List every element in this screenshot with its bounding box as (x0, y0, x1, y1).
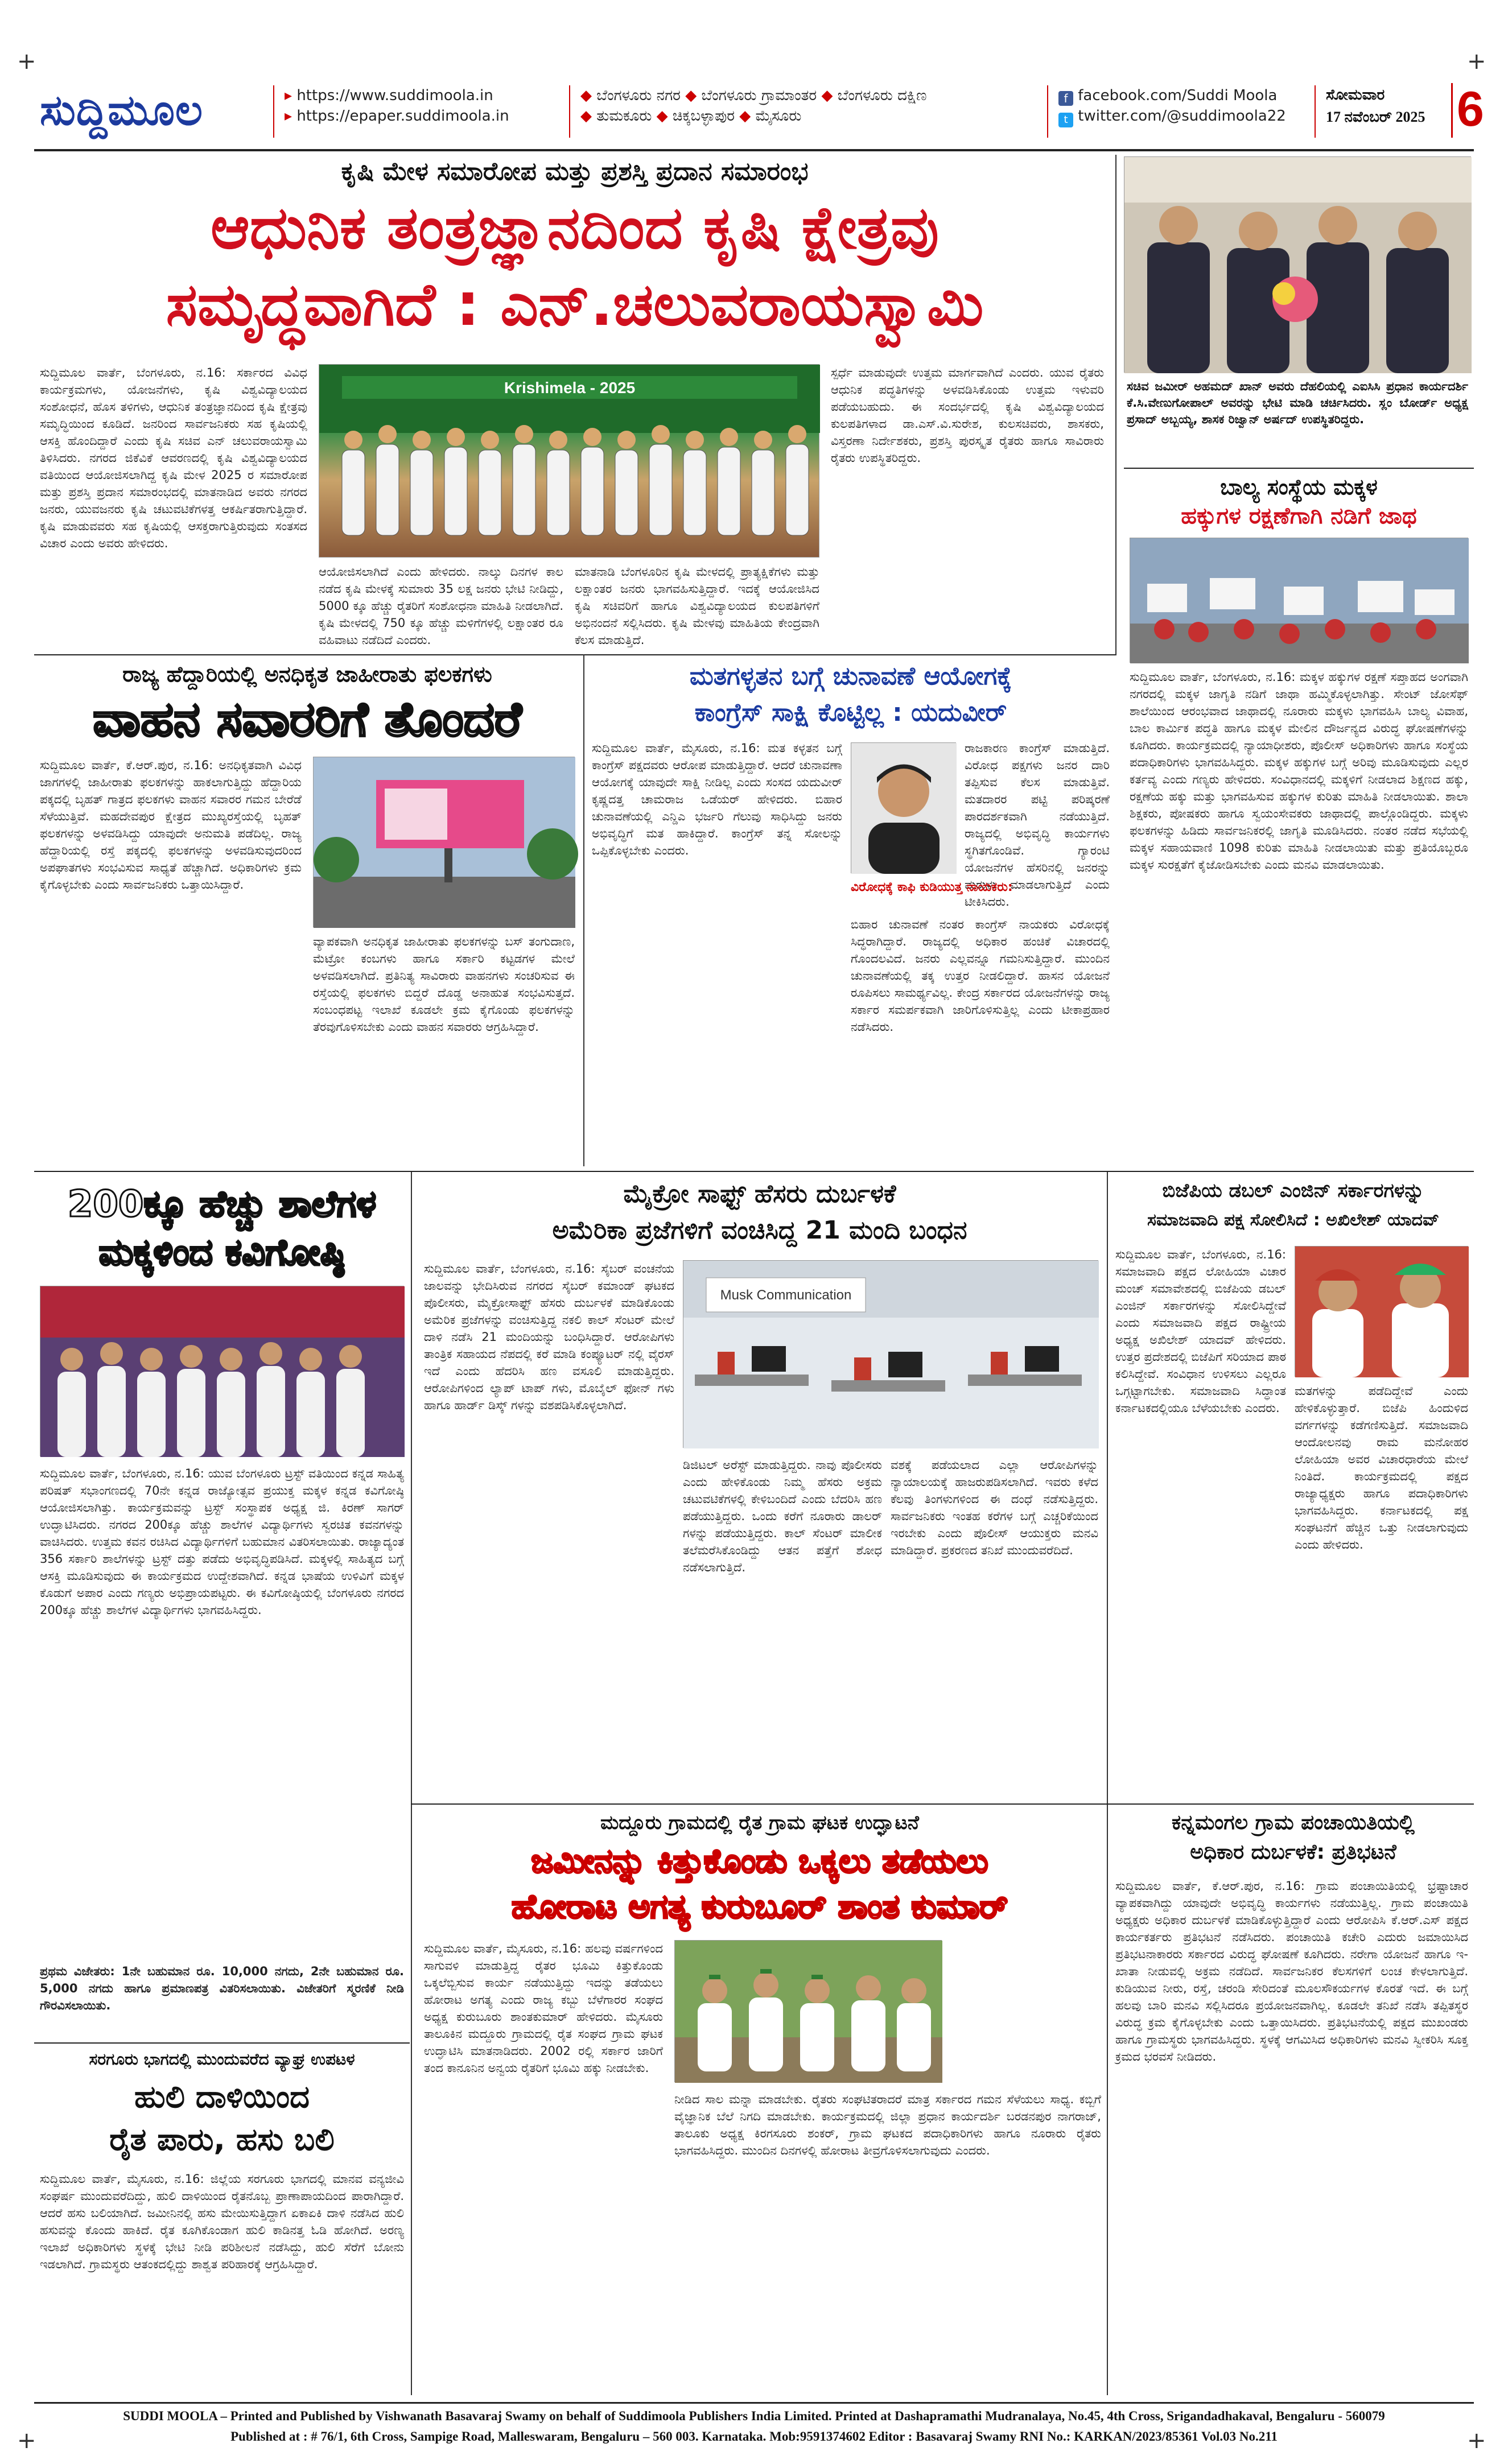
akhilesh-photo (1295, 1246, 1468, 1377)
kannamangala-body: ಸುದ್ದಿಮೂಲ ವಾರ್ತೆ, ಕೆ.ಆರ್.ಪುರ, ನ.16: ಗ್ರಾಮ ಪಂಚಾಯಿತಿಯಲ್ಲಿ ಭ್ರಷ್ಟಾಚಾರ ವ್ಯಾಪಕವಾಗಿದ್ದು ಯಾವುದೇ ಅಭಿವೃದ್ಧಿ ಕಾರ್ಯಗಳು ನಡೆಯುತ್ತಿಲ್ಲ. ಗ್ರಾಮ ಪಂಚಾಯಿತಿ ಅಧ್ಯಕ್ಷರು ಅಧಿಕಾರ ದುರ್ಬಳಕೆ ಮಾಡಿಕೊಳ್ಳುತ್ತಿದ್ದಾರೆ ಎಂದು ಆರೋಪಿಸಿ ಕೆ.ಆರ್.ಎಸ್ ಪಕ್ಷದ ಕಾರ್ಯಕರ್ತರು ಪ್ರತಿಭಟನೆ ನಡೆಸಿದರು. ಪಂಚಾಯಿತಿ ಕಚೇರಿ ಎದುರು ಜಮಾಯಿಸಿದ ಪ್ರತಿಭಟನಾಕಾರರು ಸರ್ಕಾರದ ವಿರುದ್ಧ ಘೋಷಣೆ ಕೂಗಿದರು. ನರೇಗಾ ಯೋಜನೆ ಹಾಗೂ ಇ-ಖಾತಾ ನೀಡುವಲ್ಲಿ ಅಕ್ರಮ ನಡೆದಿದೆ. ಸಾರ್ವಜನಿಕರ ಕೆಲಸಗಳಿಗೆ ಲಂಚ ಕೇಳಲಾಗುತ್ತಿದೆ. ಕುಡಿಯುವ ನೀರು, ರಸ್ತೆ, ಚರಂಡಿ ಸೇರಿದಂತೆ ಮೂಲಸೌಕರ್ಯಗಳ ಕೊರತೆ ಇದೆ. ಈ ಬಗ್ಗೆ ಹಲವು ಬಾರಿ ಮನವಿ ಸಲ್ಲಿಸಿದರೂ ಪ್ರಯೋಜನವಾಗಿಲ್ಲ. ಕೂಡಲೇ ತನಿಖೆ ನಡೆಸಿ ತಪ್ಪಿತಸ್ಥರ ವಿರುದ್ಧ ಕ್ರಮ ಕೈಗೊಳ್ಳಬೇಕು ಎಂದು ಒತ್ತಾಯಿಸಿದರು. ಪ್ರತಿಭಟನೆಯಲ್ಲಿ ಪಕ್ಷದ ಮುಖಂಡರು ಹಾಗೂ ಗ್ರಾಮಸ್ಥರು ಭಾಗವಹಿಸಿದ್ದರು. ಸ್ಥಳಕ್ಕೆ ಆಗಮಿಸಿದ ಅಧಿಕಾರಿಗಳು ಮನವಿ ಸ್ವೀಕರಿಸಿ ಸೂಕ್ತ ಕ್ರಮದ ಭರವಸೆ ನೀಡಿದರು. (1115, 1879, 1468, 2063)
farmers-column: ನೀಡಿದ ಸಾಲ ಮನ್ನಾ ಮಾಡಬೇಕು. ರೈತರು ಸಂಘಟಿತರಾದರೆ ಮಾತ್ರ ಸರ್ಕಾರದ ಗಮನ ಸೆಳೆಯಲು ಸಾಧ್ಯ. ಕಬ್ಬಿಗೆ ವೈಜ್ಞಾನಿಕ ಬೆಲೆ ನಿಗದಿ ಮಾಡಬೇಕು. ಕಾರ್ಯಕ್ರಮದಲ್ಲಿ ಜಿಲ್ಲಾ ಪ್ರಧಾನ ಕಾರ್ಯದರ್ಶಿ ಬರಡನಪುರ ನಾಗರಾಜ್, ತಾಲೂಕು ಅಧ್ಯಕ್ಷ ಕಿರಗಸೂರು ಶಂಕರ್, ಗ್ರಾಮ ಘಟಕದ ಪದಾಧಿಕಾರಿಗಳು ಹಾಗೂ ನೂರಾರು ರೈತರು ಭಾಗವಹಿಸಿದ್ದರು. ಮುಂದಿನ ದಿನಗಳಲ್ಲಿ ಹೋರಾಟ ತೀವ್ರಗೊಳಿಸಲಾಗುವುದು ಎಂದರು. (674, 2092, 1101, 2157)
registration-mark: + (1467, 48, 1486, 75)
schools-headline: 200ಕ್ಕೂ ಹೆಚ್ಚು ಶಾಲೆಗಳ (67, 1183, 377, 1225)
stage-illustration (319, 365, 820, 558)
logo: ಸುದ್ದಿಮೂಲ (40, 86, 203, 135)
edition: ಬೆಂಗಳೂರು ದಕ್ಷಿಣ (837, 87, 927, 104)
editions: ◆ ಬೆಂಗಳೂರು ನಗರ ◆ ಬೆಂಗಳೂರು ಗ್ರಾಮಾಂತರ ◆ ಬೆಂಗಳೂರು ದಕ್ಷಿಣ ◆ ತುಮಕೂರು ◆ ಚಿಕ್ಕಬಳ್ಳಾಪುರ ◆ ಮೈಸೂರು (580, 87, 927, 125)
edition: ಚಿಕ್ಕಬಳ್ಳಾಪುರ (672, 108, 735, 125)
schools-body: ಸುದ್ದಿಮೂಲ ವಾರ್ತೆ, ಬೆಂಗಳೂರು, ನ.16: ಯುವ ಬೆಂಗಳೂರು ಟ್ರಸ್ಟ್ ವತಿಯಿಂದ ಕನ್ನಡ ಸಾಹಿತ್ಯ ಪರಿಷತ್ ಸಭಾಂಗಣದಲ್ಲಿ 70ನೇ ಕನ್ನಡ ರಾಜ್ಯೋತ್ಸವ ಪ್ರಯುಕ್ತ ಮಕ್ಕಳ ಕನ್ನಡ ಕವಿಗೋಷ್ಠಿ ಆಯೋಜಿಸಲಾಗಿತ್ತು. ಕಾರ್ಯಕ್ರಮವನ್ನು ಟ್ರಸ್ಟ್ ಸಂಸ್ಥಾಪಕ ಅಧ್ಯಕ್ಷ ಜಿ. ಕಿರಣ್ ಸಾಗರ್ ಉದ್ಘಾಟಿಸಿದರು. ನಗರದ 200ಕ್ಕೂ ಹೆಚ್ಚು ಶಾಲೆಗಳ ವಿದ್ಯಾರ್ಥಿಗಳು ಸ್ವರಚಿತ ಕವನಗಳನ್ನು ವಾಚಿಸಿದರು. ಉತ್ತಮ ಕವನ ರಚಿಸಿದ ವಿದ್ಯಾರ್ಥಿಗಳಿಗೆ ಬಹುಮಾನ ವಿತರಿಸಲಾಯಿತು. ರಾಜ್ಯಾದ್ಯಂತ 356 ಸರ್ಕಾರಿ ಶಾಲೆಗಳನ್ನು ಟ್ರಸ್ಟ್ ದತ್ತು ಪಡೆದು ಅಭಿವೃದ್ಧಿಪಡಿಸಿದೆ. ಮಕ್ಕಳಲ್ಲಿ ಸಾಹಿತ್ಯದ ಬಗ್ಗೆ ಆಸಕ್ತಿ ಮೂಡಿಸುವುದು ಈ ಕಾರ್ಯಕ್ರಮದ ಉದ್ದೇಶವಾಗಿದೆ. ಕನ್ನಡ ಭಾಷೆಯ ಉಳಿವಿಗೆ ಮಕ್ಕಳ ಕೊಡುಗೆ ಅಪಾರ ಎಂದು ಗಣ್ಯರು ಅಭಿಪ್ರಾಯಪಟ್ಟರು. ಈ ಕವಿಗೋಷ್ಠಿಯಲ್ಲಿ ಬೆಂಗಳೂರು ನಗರದ 200ಕ್ಕೂ ಹೆಚ್ಚು ಶಾಲೆಗಳ ವಿದ್ಯಾರ್ಥಿಗಳು ಭಾಗವಹಿಸಿದ್ದರು. (40, 1467, 404, 1617)
masthead-rule (34, 149, 1474, 151)
call-center-photo (683, 1260, 1098, 1448)
website-link[interactable]: ▸ https://www.suddimoola.in (285, 87, 493, 104)
akhilesh-column: ಸುದ್ದಿಮೂಲ ವಾರ್ತೆ, ಬೆಂಗಳೂರು, ನ.16: ಸಮಾಜವಾದಿ ಪಕ್ಷದ ಲೋಹಿಯಾ ವಿಚಾರ ಮಂಚ್ ಸಮಾವೇಶದಲ್ಲಿ ಬಿಜೆಪಿಯ ಡಬಲ್ ಎಂಜಿನ್ ಸರ್ಕಾರಗಳನ್ನು ಸೋಲಿಸಿದ್ದೇವೆ ಎಂದು ಸಮಾಜವಾದಿ ಪಕ್ಷದ ರಾಷ್ಟ್ರೀಯ ಅಧ್ಯಕ್ಷ ಅಖಿಲೇಶ್ ಯಾದವ್ ಹೇಳಿದರು. ಉತ್ತರ ಪ್ರದೇಶದಲ್ಲಿ ಬಿಜೆಪಿಗೆ ಸರಿಯಾದ ಪಾಠ ಕಲಿಸಿದ್ದೇವೆ. ಸಂವಿಧಾನ ಉಳಿಸಲು ಎಲ್ಲರೂ ಒಗ್ಗಟ್ಟಾಗಬೇಕು. ಸಮಾಜವಾದಿ ಸಿದ್ಧಾಂತ ಕರ್ನಾಟಕದಲ್ಲಿಯೂ ಬೆಳೆಯಬೇಕು ಎಂದರು. (1115, 1248, 1286, 1415)
facebook-link[interactable]: f facebook.com/Suddi Moola (1058, 85, 1286, 106)
facebook-icon: f (1058, 91, 1073, 106)
farmers-kicker: ಮದ್ದೂರು ಗ್ರಾಮದಲ್ಲಿ ರೈತ ಗ್ರಾಮ ಘಟಕ ಉದ್ಘಾಟನೆ (600, 1811, 920, 1834)
office-illustration (683, 1261, 1099, 1448)
divider (273, 85, 274, 138)
kannamangala-headline: ಅಧಿಕಾರ ದುರ್ಬಳಕೆ: ಪ್ರತಿಭಟನೆ (1190, 1840, 1396, 1864)
meeting-illustration (1124, 157, 1472, 373)
farmers-headline: ಜಮೀನನ್ನು ಕಿತ್ತುಕೊಂಡು ಒಕ್ಕಲು ತಡೆಯಲು (531, 1842, 988, 1880)
hoardings-headline: ವಾಹನ ಸವಾರರಿಗೆ ತೊಂದರೆ (93, 691, 522, 747)
yaduveer-headline: ಕಾಂಗ್ರೆಸ್ ಸಾಕ್ಷಿ ಕೊಟ್ಟಿಲ್ಲ : ಯದುವೀರ್ (694, 698, 1007, 727)
edition: ತುಮಕೂರು (596, 108, 652, 125)
lead-column: ಸ್ಪರ್ಧೆ ಮಾಡುವುದೇ ಉತ್ತಮ ಮಾರ್ಗವಾಗಿದೆ ಎಂದರು. ಯುವ ರೈತರು ಆಧುನಿಕ ಪದ್ಧತಿಗಳನ್ನು ಅಳವಡಿಸಿಕೊಂಡು ಉತ್ತಮ ಇಳುವರಿ ಪಡೆಯಬಹುದು. ಈ ಸಂದರ್ಭದಲ್ಲಿ ಕೃಷಿ ವಿಶ್ವವಿದ್ಯಾಲಯದ ಕುಲಪತಿಗಳಾದ ಡಾ.ಎಸ್.ವಿ.ಸುರೇಶ, ಕುಲಸಚಿವರು, ಶಾಸಕರು, ವಿಸ್ತರಣಾ ನಿರ್ದೇಶಕರು, ಪ್ರಶಸ್ತಿ ಪುರಸ್ಕೃತ ರೈತರು ಹಾಗೂ ಸಾವಿರಾರು ರೈತರು ಉಪಸ್ಥಿತರಿದ್ದರು. (831, 366, 1104, 465)
column-divider (411, 1172, 412, 2395)
farmers-photo (674, 1940, 942, 2082)
child-rights-body: ಸುದ್ದಿಮೂಲ ವಾರ್ತೆ, ಬೆಂಗಳೂರು, ನ.16: ಮಕ್ಕಳ ಹಕ್ಕುಗಳ ರಕ್ಷಣೆ ಸಪ್ತಾಹದ ಅಂಗವಾಗಿ ನಗರದಲ್ಲಿ ಮಕ್ಕಳ ಜಾಗೃತಿ ನಡಿಗೆ ಜಾಥಾ ಹಮ್ಮಿಕೊಳ್ಳಲಾಗಿತ್ತು. ಸೇಂಟ್ ಜೋಸೆಫ್ ಶಾಲೆಯಿಂದ ಆರಂಭವಾದ ಜಾಥಾದಲ್ಲಿ ನೂರಾರು ಮಕ್ಕಳು ಭಾಗವಹಿಸಿ ಬಾಲ್ಯ ವಿವಾಹ, ಬಾಲ ಕಾರ್ಮಿಕ ಪದ್ಧತಿ ಹಾಗೂ ಮಕ್ಕಳ ಮೇಲಿನ ದೌರ್ಜನ್ಯದ ವಿರುದ್ಧ ಘೋಷಣೆಗಳನ್ನು ಕೂಗಿದರು. ಕಾರ್ಯಕ್ರಮದಲ್ಲಿ ನ್ಯಾಯಾಧೀಶರು, ಪೊಲೀಸ್ ಅಧಿಕಾರಿಗಳು ಹಾಗೂ ಸಂಸ್ಥೆಯ ಪದಾಧಿಕಾರಿಗಳು ಭಾಗವಹಿಸಿದ್ದರು. ಮಕ್ಕಳ ಹಕ್ಕುಗಳ ಬಗ್ಗೆ ಅರಿವು ಮೂಡಿಸುವುದು ಎಲ್ಲರ ಕರ್ತವ್ಯ ಎಂದು ಗಣ್ಯರು ಹೇಳಿದರು. ಸಂವಿಧಾನದಲ್ಲಿ ಮಕ್ಕಳಿಗೆ ನೀಡಲಾದ ಶಿಕ್ಷಣದ ಹಕ್ಕು, ರಕ್ಷಣೆಯ ಹಕ್ಕು ಮತ್ತು ಭಾಗವಹಿಸುವ ಹಕ್ಕುಗಳ ಕುರಿತು ಮಾಹಿತಿ ನೀಡಲಾಯಿತು. ಶಾಲಾ ಶಿಕ್ಷಕರು, ಪೋಷಕರು ಹಾಗೂ ಸ್ವಯಂಸೇವಕರು ಜಾಥಾದಲ್ಲಿ ಪಾಲ್ಗೊಂಡಿದ್ದರು. ಮಕ್ಕಳು ಫಲಕಗಳನ್ನು ಹಿಡಿದು ಸಾರ್ವಜನಿಕರಲ್ಲಿ ಜಾಗೃತಿ ಮೂಡಿಸಿದರು. ನಂತರ ನಡೆದ ಸಭೆಯಲ್ಲಿ ಮಕ್ಕಳ ಸಹಾಯವಾಣಿ 1098 ಕುರಿತು ಮಾಹಿತಿ ನೀಡಲಾಯಿತು ಮತ್ತು ಪ್ರತಿಯೊಬ್ಬರೂ ಮಕ್ಕಳ ಸುರಕ್ಷತೆಗೆ ಕೈಜೋಡಿಸಬೇಕು ಎಂದು ಮನವಿ ಮಾಡಲಾಯಿತು. (1130, 670, 1468, 872)
yaduveer-photo (851, 742, 956, 873)
child-rights-headline: ಹಕ್ಕುಗಳ ರಕ್ಷಣೆಗಾಗಿ ನಡಿಗೆ ಜಾಥ (1181, 503, 1417, 529)
hoardings-column: ವ್ಯಾಪಕವಾಗಿ ಅನಧಿಕೃತ ಜಾಹೀರಾತು ಫಲಕಗಳನ್ನು ಬಸ್ ತಂಗುದಾಣ, ಮೆಟ್ರೋ ಕಂಬಗಳು ಹಾಗೂ ಸರ್ಕಾರಿ ಕಟ್ಟಡಗಳ ಮೇಲೆ ಅಳವಡಿಸಲಾಗಿದೆ. ಪ್ರತಿನಿತ್ಯ ಸಾವಿರಾರು ವಾಹನಗಳು ಸಂಚರಿಸುವ ಈ ರಸ್ತೆಯಲ್ಲಿ ಫಲಕಗಳು ಬಿದ್ದರೆ ದೊಡ್ಡ ಅನಾಹುತ ಸಂಭವಿಸುತ್ತದೆ. ಸಂಬಂಧಪಟ್ಟ ಇಲಾಖೆ ಕೂಡಲೇ ಕ್ರಮ ಕೈಗೊಂಡು ಫಲಕಗಳನ್ನು ತೆರವುಗೊಳಿಸಬೇಕು ಎಂದು ವಾಹನ ಸವಾರರು ಆಗ್ರಹಿಸಿದ್ದಾರೆ. (313, 935, 575, 1034)
kannamangala-headline: ಕನ್ನಮಂಗಲ ಗ್ರಾಮ ಪಂಚಾಯಿತಿಯಲ್ಲಿ (1172, 1811, 1415, 1834)
section-rule (411, 1803, 1108, 1805)
fraud-column: ವಶಕ್ಕೆ ಪಡೆಯಲಾದ ಎಲ್ಲಾ ಆರೋಪಿಗಳನ್ನು ನ್ಯಾಯಾಲಯಕ್ಕೆ ಹಾಜರುಪಡಿಸಲಾಗಿದೆ. ಇವರು ಕಳೆದ ಕೆಲವು ತಿಂಗಳುಗಳಿಂದ ಈ ದಂಧೆ ನಡೆಸುತ್ತಿದ್ದರು. ಸಾರ್ವಜನಿಕರು ಇಂತಹ ಕರೆಗಳ ಬಗ್ಗೆ ಎಚ್ಚರಿಕೆಯಿಂದ ಇರಬೇಕು ಎಂದು ಪೊಲೀಸ್ ಆಯುಕ್ತರು ಮನವಿ ಮಾಡಿದ್ದಾರೆ. ಪ್ರಕರಣದ ತನಿಖೆ ಮುಂದುವರೆದಿದೆ. (891, 1458, 1098, 1557)
farmers-illustration (675, 1941, 942, 2083)
twitter-icon: t (1058, 113, 1073, 127)
krishimela-photo (319, 364, 819, 558)
section-rule (34, 654, 1115, 655)
registration-mark: + (17, 2428, 36, 2454)
kavigoshti-photo (40, 1286, 404, 1456)
yaduveer-column: ರಾಜಕಾರಣ ಕಾಂಗ್ರೆಸ್ ಮಾಡುತ್ತಿದೆ. ವಿರೋಧ ಪಕ್ಷಗಳು ಜನರ ದಾರಿ ತಪ್ಪಿಸುವ ಕೆಲಸ ಮಾಡುತ್ತಿವೆ. ಮತದಾರರ ಪಟ್ಟಿ ಪರಿಷ್ಕರಣೆ ಪಾರದರ್ಶಕವಾಗಿ ನಡೆಯುತ್ತಿದೆ. ರಾಜ್ಯದಲ್ಲಿ ಅಭಿವೃದ್ಧಿ ಕಾರ್ಯಗಳು ಸ್ಥಗಿತಗೊಂಡಿವೆ. ಗ್ಯಾರಂಟಿ ಯೋಜನೆಗಳ ಹೆಸರಿನಲ್ಲಿ ಜನರನ್ನು ಮರುಳು ಮಾಡಲಾಗುತ್ತಿದೆ ಎಂದು ಟೀಕಿಸಿದರು. (965, 741, 1110, 909)
yaduveer-subhead: ವಿರೋಧಕ್ಕೆ ಕಾಫಿ ಕುಡಿಯುತ್ತ ನಾಯಕರು: (851, 880, 1013, 894)
leaders-illustration (1295, 1247, 1469, 1377)
hoardings-kicker: ರಾಜ್ಯ ಹೆದ್ದಾರಿಯಲ್ಲಿ ಅನಧಿಕೃತ ಜಾಹೀರಾತು ಫಲಕಗಳು (122, 662, 492, 687)
lead-column: ಮಾತನಾಡಿ ಬೆಂಗಳೂರಿನ ಕೃಷಿ ಮೇಳದಲ್ಲಿ ಪ್ರಾತ್ಯಕ್ಷಿಕೆಗಳು ಮತ್ತು ಲಕ್ಷಾಂತರ ಜನರು ಭಾಗವಹಿಸುತ್ತಿದ್ದಾರೆ. ಇದಕ್ಕೆ ಆಯೋಜಿಸಿದ ಕೃಷಿ ಸಚಿವರಿಗೆ ಹಾಗೂ ವಿಶ್ವವಿದ್ಯಾಲಯದ ಕುಲಪತಿಗಳಿಗೆ ಅಭಿನಂದನೆ ಸಲ್ಲಿಸಿದರು. ಕೃಷಿ ಮೇಳವು ಮಾಹಿತಿಯ ಕೇಂದ್ರವಾಗಿ ಕೆಲಸ ಮಾಡುತ್ತಿದೆ. (575, 565, 819, 647)
yaduveer-column: ಸುದ್ದಿಮೂಲ ವಾರ್ತೆ, ಮೈಸೂರು, ನ.16: ಮತ ಕಳ್ಳತನ ಬಗ್ಗೆ ಕಾಂಗ್ರೆಸ್ ಪಕ್ಷದವರು ಆರೋಪ ಮಾಡುತ್ತಿದ್ದಾರೆ. ಆದರೆ ಚುನಾವಣಾ ಆಯೋಗಕ್ಕೆ ಯಾವುದೇ ಸಾಕ್ಷಿ ನೀಡಿಲ್ಲ ಎಂದು ಸಂಸದ ಯದುವೀರ್ ಕೃಷ್ಣದತ್ತ ಚಾಮರಾಜ ಒಡೆಯರ್ ಹೇಳಿದರು. ಬಿಹಾರ ಚುನಾವಣೆಯಲ್ಲಿ ಎನ್ಡಿಎ ಭರ್ಜರಿ ಗೆಲುವು ಸಾಧಿಸಿದ್ದು ಜನರು ಅಭಿವೃದ್ಧಿಗೆ ಮತ ಹಾಕಿದ್ದಾರೆ. ಕಾಂಗ್ರೆಸ್ ತನ್ನ ಸೋಲನ್ನು ಒಪ್ಪಿಕೊಳ್ಳಬೇಕು ಎಂದರು. (592, 741, 842, 857)
lead-headline: ಆಧುನಿಕ ತಂತ್ರಜ್ಞಾನದಿಂದ ಕೃಷಿ ಕ್ಷೇತ್ರವು (211, 193, 939, 262)
page-number: 6 (1457, 82, 1484, 137)
schools-headline: ಮಕ್ಕಳಿಂದ ಕವಿಗೋಷ್ಠಿ (98, 1232, 345, 1274)
date: 17 ನವೆಂಬರ್ 2025 (1326, 109, 1425, 125)
signage-text: Musk Communication (720, 1287, 852, 1303)
edition: ಮೈಸೂರು (755, 108, 802, 125)
lead-column: ಆಯೋಜಿಸಲಾಗಿದೆ ಎಂದು ಹೇಳಿದರು. ನಾಲ್ಕು ದಿನಗಳ ಕಾಲ ನಡೆದ ಕೃಷಿ ಮೇಳಕ್ಕೆ ಸುಮಾರು 35 ಲಕ್ಷ ಜನರು ಭೇಟಿ ನೀಡಿದ್ದು, 5000 ಕ್ಕೂ ಹೆಚ್ಚು ರೈತರಿಗೆ ಸಂಶೋಧನಾ ಮಾಹಿತಿ ನೀಡಲಾಗಿದೆ. ಕೃಷಿ ಮೇಳದಲ್ಲಿ 750 ಕ್ಕೂ ಹೆಚ್ಚು ಮಳಿಗೆಗಳಲ್ಲಿ ಲಕ್ಷಾಂತರ ರೂ ವಹಿವಾಟು ನಡೆದಿದೆ ಎಂದರು. (319, 565, 563, 647)
hoarding-illustration (314, 757, 575, 928)
schools-winners: ಪ್ರಥಮ ವಿಜೇತರು: 1ನೇ ಬಹುಮಾನ ರೂ. 10,000 ನಗದು, 2ನೇ ಬಹುಮಾನ ರೂ. 5,000 ನಗದು ಹಾಗೂ ಪ್ರಮಾಣಪತ್ರ ವಿತರಿಸಲಾಯಿತು. ವಿಜೇತರಿಗೆ ಸ್ಮರಣಿಕೆ ನೀಡಿ ಗೌರವಿಸಲಾಯಿತು. (40, 1964, 404, 2012)
registration-mark: + (17, 48, 36, 75)
divider (569, 85, 570, 138)
tiger-kicker: ಸರಗೂರು ಭಾಗದಲ್ಲಿ ಮುಂದುವರೆದ ವ್ಯಾಘ್ರ ಉಪಟಳ (89, 2050, 355, 2069)
divider (1047, 85, 1048, 138)
day: ಸೋಮವಾರ (1326, 86, 1385, 104)
portrait-illustration (851, 743, 957, 874)
column-divider (583, 654, 584, 1166)
minister-meeting-photo (1124, 156, 1471, 373)
footer-rule (34, 2402, 1474, 2404)
yaduveer-headline: ಮತಗಳ್ಳತನ ಬಗ್ಗೆ ಚುನಾವಣೆ ಆಯೋಗಕ್ಕೆ (689, 662, 1012, 691)
section-rule (1124, 468, 1474, 469)
minister-caption: ಸಚಿವ ಜಮೀರ್ ಅಹಮದ್ ಖಾನ್ ಅವರು ದೆಹಲಿಯಲ್ಲಿ ಎಐಸಿಸಿ ಪ್ರಧಾನ ಕಾರ್ಯದರ್ಶಿ ಕೆ.ಸಿ.ವೇಣುಗೋಪಾಲ್ ಅವರನ್ನು ಭೇಟಿ ಮಾಡಿ ಚರ್ಚಿಸಿದರು. ಸ್ಲಂ ಬೋರ್ಡ್ ಅಧ್ಯಕ್ಷ ಪ್ರಸಾದ್ ಅಬ್ಬಯ್ಯ, ಶಾಸಕ ರಿಜ್ವಾನ್ ಅರ್ಷದ್ ಉಪಸ್ಥಿತರಿದ್ದರು. (1127, 379, 1468, 426)
lead-kicker: ಕೃಷಿ ಮೇಳ ಸಮಾರೋಪ ಮತ್ತು ಪ್ರಶಸ್ತಿ ಪ್ರದಾನ ಸಮಾರಂಭ (341, 157, 809, 186)
farmers-column: ಸುದ್ದಿಮೂಲ ವಾರ್ತೆ, ಮೈಸೂರು, ನ.16: ಹಲವು ವರ್ಷಗಳಿಂದ ಸಾಗುವಳಿ ಮಾಡುತ್ತಿದ್ದ ರೈತರ ಭೂಮಿ ಕಿತ್ತುಕೊಂಡು ಒಕ್ಕಲೆಬ್ಬಿಸುವ ಕಾರ್ಯ ನಡೆಯುತ್ತಿದ್ದು ಇದನ್ನು ತಡೆಯಲು ಹೋರಾಟ ಅಗತ್ಯ ಎಂದು ರಾಜ್ಯ ಕಬ್ಬು ಬೆಳೆಗಾರರ ಸಂಘದ ಅಧ್ಯಕ್ಷ ಕುರುಬೂರು ಶಾಂತಕುಮಾರ್ ಹೇಳಿದರು. ಮೈಸೂರು ತಾಲೂಕಿನ ಮದ್ದೂರು ಗ್ರಾಮದಲ್ಲಿ ರೈತ ಸಂಘದ ಗ್ರಾಮ ಘಟಕ ಉದ್ಘಾಟಿಸಿ ಮಾತನಾಡಿದರು. 2002 ರಲ್ಲಿ ಸರ್ಕಾರ ಜಾರಿಗೆ ತಂದ ಕಾನೂನಿನ ಅನ್ವಯ ರೈತರಿಗೆ ಭೂಮಿ ಹಕ್ಕು ನೀಡಬೇಕು. (424, 1942, 663, 2075)
farmers-headline: ಹೋರಾಟ ಅಗತ್ಯ ಕುರುಬೂರ್ ಶಾಂತ ಕುಮಾರ್ (511, 1887, 1008, 1926)
hoardings-column: ಸುದ್ದಿಮೂಲ ವಾರ್ತೆ, ಕೆ.ಆರ್.ಪುರ, ನ.16: ಅನಧಿಕೃತವಾಗಿ ವಿವಿಧ ಜಾಗಗಳಲ್ಲಿ ಜಾಹೀರಾತು ಫಲಕಗಳನ್ನು ಹಾಕಲಾಗುತ್ತಿದ್ದು ಹೆದ್ದಾರಿಯ ಪಕ್ಕದಲ್ಲಿ ಬೃಹತ್ ಗಾತ್ರದ ಫಲಕಗಳು ವಾಹನ ಸವಾರರ ಗಮನ ಬೇರೆಡೆ ಸೆಳೆಯುತ್ತಿವೆ. ಮಹದೇವಪುರ ಕ್ಷೇತ್ರದ ಮುಖ್ಯರಸ್ತೆಯಲ್ಲಿ ಬೃಹತ್ ಫಲಕಗಳನ್ನು ಅಳವಡಿಸಿದ್ದು ಯಾವುದೇ ಅನುಮತಿ ಪಡೆದಿಲ್ಲ. ರಾಜ್ಯ ಹೆದ್ದಾರಿಯಲ್ಲಿ ರಸ್ತೆ ಪಕ್ಕದಲ್ಲಿ ಫಲಕಗಳನ್ನು ಅಳವಡಿಸುವುದರಿಂದ ಅಪಘಾತಗಳು ಸಂಭವಿಸುವ ಸಾಧ್ಯತೆ ಹೆಚ್ಚಾಗಿದೆ. ಅಧಿಕಾರಿಗಳು ಕ್ರಮ ಕೈಗೊಳ್ಳಬೇಕು ಎಂದು ಸಾರ್ವಜನಿಕರು ಒತ್ತಾಯಿಸಿದ್ದಾರೆ. (40, 758, 302, 892)
twitter-link[interactable]: t twitter.com/@suddimoola22 (1058, 106, 1286, 127)
akhilesh-column: ಮತಗಳನ್ನು ಪಡೆದಿದ್ದೇವೆ ಎಂದು ಹೇಳಿಕೊಳ್ಳುತ್ತಾರೆ. ಬಿಜೆಪಿ ಹಿಂದುಳಿದ ವರ್ಗಗಳನ್ನು ಕಡೆಗಣಿಸುತ್ತಿದೆ. ಸಮಾಜವಾದಿ ಆಂದೋಲನವು ರಾಮ ಮನೋಹರ ಲೋಹಿಯಾ ಅವರ ವಿಚಾರಧಾರೆಯ ಮೇಲೆ ನಿಂತಿದೆ. ಕಾರ್ಯಕ್ರಮದಲ್ಲಿ ಪಕ್ಷದ ರಾಜ್ಯಾಧ್ಯಕ್ಷರು ಹಾಗೂ ಪದಾಧಿಕಾರಿಗಳು ಭಾಗವಹಿಸಿದ್ದರು. ಕರ್ನಾಟಕದಲ್ಲಿ ಪಕ್ಷ ಸಂಘಟನೆಗೆ ಹೆಚ್ಚಿನ ಒತ್ತು ನೀಡಲಾಗುವುದು ಎಂದು ಹೇಳಿದರು. (1295, 1384, 1468, 1551)
column-divider (1107, 1803, 1108, 2395)
lead-column: ಸುದ್ದಿಮೂಲ ವಾರ್ತೆ, ಬೆಂಗಳೂರು, ನ.16: ಸರ್ಕಾರದ ವಿವಿಧ ಕಾರ್ಯಕ್ರಮಗಳು, ಯೋಜನೆಗಳು, ಕೃಷಿ ವಿಶ್ವವಿದ್ಯಾಲಯದ ಸಂಶೋಧನೆ, ಹೊಸ ತಳಿಗಳು, ಆಧುನಿಕ ತಂತ್ರಜ್ಞಾನದಿಂದ ಕೃಷಿ ಕ್ಷೇತ್ರವು ಸಮೃದ್ಧಿಯಿಂದ ಕೂಡಿದೆ. ಜನರಿಂದ ಸಾರ್ವಜನಿಕರು ಸಹ ಕೃಷಿಯಲ್ಲಿ ಆಸಕ್ತಿ ಹೊಂದಿದ್ದಾರೆ ಎಂದು ಕೃಷಿ ಸಚಿವ ಎನ್ ಚಲುವರಾಯಸ್ವಾಮಿ ತಿಳಿಸಿದರು. ನಗರದ ಜಿಕೆವಿಕೆ ಆವರಣದಲ್ಲಿ ಕೃಷಿ ವಿಶ್ವವಿದ್ಯಾಲಯದ ವತಿಯಿಂದ ಆಯೋಜಿಸಲಾಗಿದ್ದ ಕೃಷಿ ಮೇಳ 2025 ರ ಸಮಾರೋಪ ಮತ್ತು ಪ್ರಶಸ್ತಿ ಪ್ರದಾನ ಸಮಾರಂಭದಲ್ಲಿ ಮಾತನಾಡಿದ ಅವರು ನಗರದ ಜನರು, ಯುವಜನರು ಕೃಷಿ ಚಟುವಟಿಕೆಗಳತ್ತ ಆಕರ್ಷಿತರಾಗುತ್ತಿದ್ದಾರೆ. ಕೃಷಿ ಮಾಡುವವರು ಸಹ ಕೃಷಿಯಲ್ಲಿ ಆಸಕ್ತರಾಗುತ್ತಿರುವುದು ಸಂತಸದ ವಿಚಾರ ಎಂದು ಅವರು ಹೇಳಿದರು. (40, 366, 307, 550)
masthead (34, 80, 1484, 147)
child-rights-headline: ಬಾಲ್ಯ ಸಂಸ್ಥೆಯ ಮಕ್ಕಳ (1220, 474, 1378, 500)
column-divider (1107, 1172, 1108, 1803)
hoarding-photo (313, 757, 575, 927)
section-rule (1107, 1803, 1474, 1805)
tiger-body: ಸುದ್ದಿಮೂಲ ವಾರ್ತೆ, ಮೈಸೂರು, ನ.16: ಜಿಲ್ಲೆಯ ಸರಗೂರು ಭಾಗದಲ್ಲಿ ಮಾನವ ವನ್ಯಜೀವಿ ಸಂಘರ್ಷ ಮುಂದುವರೆದಿದ್ದು, ಹುಲಿ ದಾಳಿಯಿಂದ ರೈತನೊಬ್ಬ ಪ್ರಾಣಾಪಾಯದಿಂದ ಪಾರಾಗಿದ್ದಾರೆ. ಆದರೆ ಹಸು ಬಲಿಯಾಗಿದೆ. ಜಮೀನಿನಲ್ಲಿ ಹಸು ಮೇಯಿಸುತ್ತಿದ್ದಾಗ ಏಕಾಏಕಿ ದಾಳಿ ನಡೆಸಿದ ಹುಲಿ ಹಸುವನ್ನು ಕೊಂದು ಹಾಕಿದೆ. ರೈತ ಕೂಗಿಕೊಂಡಾಗ ಹುಲಿ ಕಾಡಿನತ್ತ ಓಡಿ ಹೋಗಿದೆ. ಅರಣ್ಯ ಇಲಾಖೆ ಅಧಿಕಾರಿಗಳು ಸ್ಥಳಕ್ಕೆ ಭೇಟಿ ನೀಡಿ ಪರಿಶೀಲನೆ ನಡೆಸಿದ್ದು, ಹುಲಿ ಸೆರೆಗೆ ಬೋನು ಇಡಲಾಗಿದೆ. ಗ್ರಾಮಸ್ಥರು ಆತಂಕದಲ್ಲಿದ್ದು ಶಾಶ್ವತ ಪರಿಹಾರಕ್ಕೆ ಆಗ್ರಹಿಸಿದ್ದಾರೆ. (40, 2172, 404, 2271)
imprint-line: SUDDI MOOLA – Printed and Published by Vishwanath Basavaraj Swamy on behalf of Suddimoola Publishers India Limited. Printed at Dashapramathi Mudranalaya, No.45, 4th Cross, Srigandadhakaval, Bengaluru - 560079 (123, 2409, 1385, 2423)
divider (1315, 85, 1316, 138)
fraud-column: ಡಿಜಿಟಲ್ ಅರೆಸ್ಟ್ ಮಾಡುತ್ತಿದ್ದರು. ನಾವು ಪೊಲೀಸರು ಎಂದು ಹೇಳಿಕೊಂಡು ನಿಮ್ಮ ಹೆಸರು ಅಕ್ರಮ ಚಟುವಟಿಕೆಗಳಲ್ಲಿ ಕೇಳಿಬಂದಿದೆ ಎಂದು ಬೆದರಿಸಿ ಹಣ ಪಡೆಯುತ್ತಿದ್ದರು. ಒಂದು ಕರೆಗೆ ನೂರಾರು ಡಾಲರ್ ಗಳನ್ನು ಪಡೆಯುತ್ತಿದ್ದರು. ಕಾಲ್ ಸೆಂಟರ್ ಮಾಲೀಕ ತಲೆಮರೆಸಿಕೊಂಡಿದ್ದು ಆತನ ಪತ್ತೆಗೆ ಶೋಧ ನಡೆಸಲಾಗುತ್ತಿದೆ. (683, 1458, 882, 1574)
child-rally-photo (1130, 538, 1468, 663)
akhilesh-headline: ಸಮಾಜವಾದಿ ಪಕ್ಷ ಸೋಲಿಸಿದೆ : ಅಖಿಲೇಶ್ ಯಾದವ್ (1147, 1210, 1440, 1230)
fraud-column: ಸುದ್ದಿಮೂಲ ವಾರ್ತೆ, ಬೆಂಗಳೂರು, ನ.16: ಸೈಬರ್ ವಂಚನೆಯ ಜಾಲವನ್ನು ಭೇದಿಸಿರುವ ನಗರದ ಸೈಬರ್ ಕಮಾಂಡ್ ಘಟಕದ ಪೊಲೀಸರು, ಮೈಕ್ರೋಸಾಫ್ಟ್ ಹೆಸರು ದುರ್ಬಳಕೆ ಮಾಡಿಕೊಂಡು ಅಮೆರಿಕ ಪ್ರಜೆಗಳನ್ನು ವಂಚಿಸುತ್ತಿದ್ದ ನಕಲಿ ಕಾಲ್ ಸೆಂಟರ್ ಮೇಲೆ ದಾಳಿ ನಡೆಸಿ 21 ಮಂದಿಯನ್ನು ಬಂಧಿಸಿದ್ದಾರೆ. ಆರೋಪಿಗಳು ತಾಂತ್ರಿಕ ಸಹಾಯದ ನೆಪದಲ್ಲಿ ಕರೆ ಮಾಡಿ ಕಂಪ್ಯೂಟರ್ ನಲ್ಲಿ ವೈರಸ್ ಇದೆ ಎಂದು ಹೆದರಿಸಿ ಹಣ ವಸೂಲಿ ಮಾಡುತ್ತಿದ್ದರು. ಆರೋಪಿಗಳಿಂದ ಲ್ಯಾಪ್ ಟಾಪ್ ಗಳು, ಮೊಬೈಲ್ ಫೋನ್ ಗಳು ಹಾಗೂ ಹಾರ್ಡ್ ಡಿಸ್ಕ್ ಗಳನ್ನು ವಶಪಡಿಸಿಕೊಳ್ಳಲಾಗಿದೆ. (424, 1262, 674, 1412)
lead-headline: ಸಮೃದ್ಧವಾಗಿದೆ : ಎನ್.ಚಲುವರಾಯಸ್ವಾಮಿ (166, 270, 984, 339)
banner-text: Krishimela - 2025 (504, 379, 636, 397)
column-divider (1115, 155, 1116, 655)
epaper-link[interactable]: ▸ https://epaper.suddimoola.in (285, 108, 509, 125)
divider (1451, 83, 1453, 138)
fraud-headline: ಮೈಕ್ರೋ ಸಾಫ್ಟ್ ಹೆಸರು ದುರ್ಬಳಕೆ (623, 1179, 896, 1208)
tiger-headline: ರೈತ ಪಾರು, ಹಸು ಬಲಿ (109, 2122, 335, 2157)
section-rule (34, 2042, 410, 2044)
akhilesh-headline: ಬಿಜೆಪಿಯ ಡಬಲ್ ಎಂಜಿನ್ ಸರ್ಕಾರಗಳನ್ನು (1162, 1179, 1424, 1202)
edition: ಬೆಂಗಳೂರು ಗ್ರಾಮಾಂತರ (701, 87, 817, 104)
imprint-line: Published at : # 76/1, 6th Cross, Sampige Road, Malleswaram, Bengaluru – 560 003. Karnataka. Mob:9591374602 Editor : Basavaraj Swamy RNI No.: KARKAN/2023/85361 Vol.03 No.211 (230, 2429, 1278, 2444)
fraud-headline: ಅಮೆರಿಕಾ ಪ್ರಜೆಗಳಿಗೆ ವಂಚಿಸಿದ್ದ 21 ಮಂದಿ ಬಂಧನ (552, 1216, 967, 1245)
yaduveer-column: ಬಿಹಾರ ಚುನಾವಣೆ ನಂತರ ಕಾಂಗ್ರೆಸ್ ನಾಯಕರು ವಿರೋಧಕ್ಕೆ ಸಿದ್ಧರಾಗಿದ್ದಾರೆ. ರಾಜ್ಯದಲ್ಲಿ ಅಧಿಕಾರ ಹಂಚಿಕೆ ವಿಚಾರದಲ್ಲಿ ಗೊಂದಲವಿದೆ. ಜನರು ಎಲ್ಲವನ್ನೂ ಗಮನಿಸುತ್ತಿದ್ದಾರೆ. ಮುಂದಿನ ಚುನಾವಣೆಯಲ್ಲಿ ತಕ್ಕ ಉತ್ತರ ನೀಡಲಿದ್ದಾರೆ. ಹಾಸನ ಯೋಜನೆ ರೂಪಿಸಲು ಸಾಮರ್ಥ್ಯವಿಲ್ಲ. ಕೇಂದ್ರ ಸರ್ಕಾರದ ಯೋಜನೆಗಳನ್ನು ರಾಜ್ಯ ಸರ್ಕಾರ ಸಮರ್ಪಕವಾಗಿ ಜಾರಿಗೊಳಿಸುತ್ತಿಲ್ಲ ಎಂದು ಟೀಕಾಪ್ರಹಾರ ನಡೆಸಿದರು. (851, 918, 1110, 1034)
rally-illustration (1130, 538, 1469, 663)
registration-mark: + (1467, 2428, 1486, 2454)
edition: ಬೆಂಗಳೂರು ನಗರ (596, 87, 681, 104)
group-illustration (40, 1286, 405, 1457)
section-rule (34, 1171, 1474, 1172)
tiger-headline: ಹುಲಿ ದಾಳಿಯಿಂದ (134, 2079, 310, 2115)
